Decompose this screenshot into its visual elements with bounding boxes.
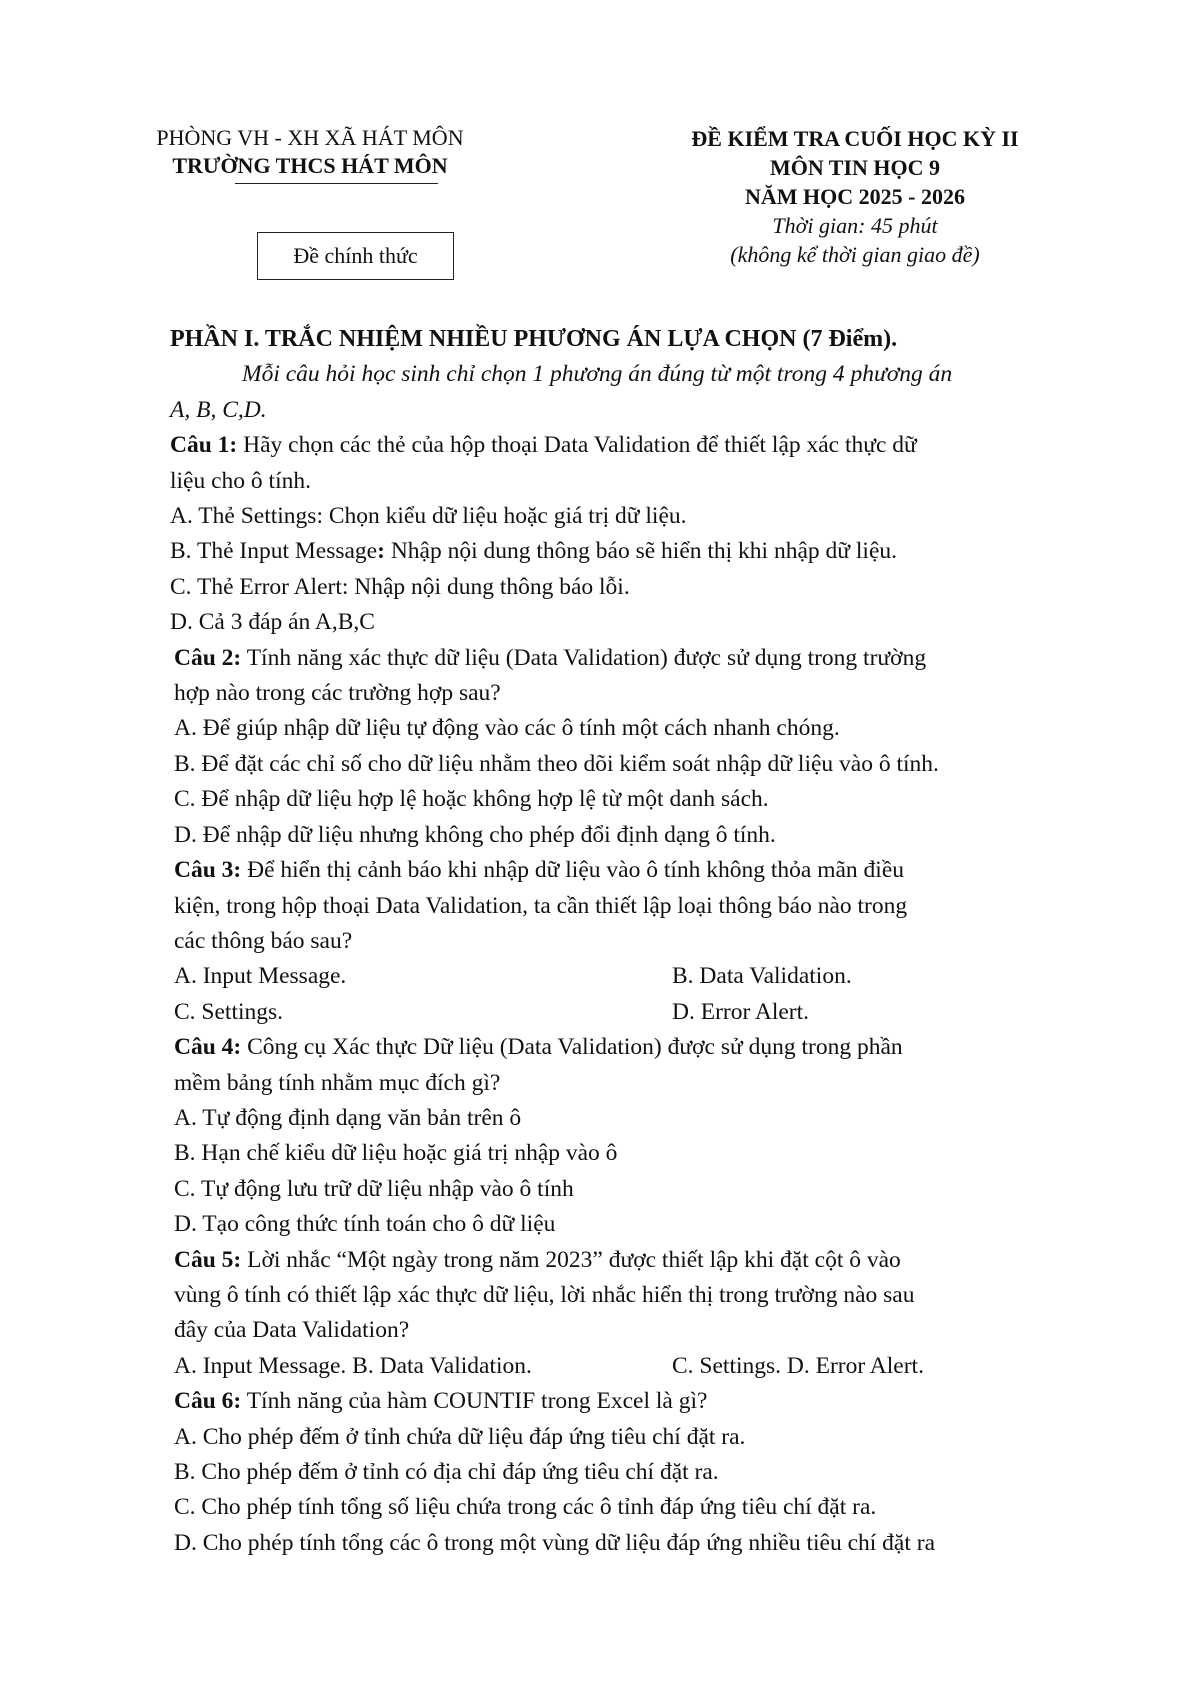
q4-option-a: A. Tự động định dạng văn bản trên ô bbox=[174, 1104, 522, 1131]
question-3-stem-cont: kiện, trong hộp thoại Data Validation, ta cần thiết lập loại thông báo nào trong bbox=[174, 892, 908, 919]
question-text: Tính năng xác thực dữ liệu (Data Validation) được sử dụng trong trường bbox=[241, 644, 927, 671]
section-instruction-line-1: Mỗi câu hỏi học sinh chỉ chọn 1 phương án đúng từ một trong 4 phương án bbox=[242, 361, 953, 388]
q3-option-c: C. Settings. bbox=[174, 998, 284, 1025]
q6-option-b: B. Cho phép đếm ở tỉnh có địa chỉ đáp ứng tiêu chí đặt ra. bbox=[174, 1459, 719, 1485]
question-text: Để hiển thị cảnh báo khi nhập dữ liệu vào ô tính không thỏa mãn điều bbox=[241, 857, 905, 884]
option-text: B. Thẻ Input Message bbox=[170, 538, 378, 565]
q4-option-b: B. Hạn chế kiểu dữ liệu hoặc giá trị nhập vào ô bbox=[174, 1140, 618, 1167]
header-right bbox=[640, 124, 1070, 269]
question-label: Câu 5: bbox=[174, 1246, 242, 1273]
school-name: TRƯỜNG THCS HÁT MÔN bbox=[172, 153, 448, 178]
q3-option-d: D. Error Alert. bbox=[672, 998, 810, 1025]
question-2-stem bbox=[170, 641, 1070, 676]
school-underline bbox=[235, 183, 438, 184]
question-label: Câu 4: bbox=[174, 1034, 242, 1061]
question-2-stem-cont: hợp nào trong các trường hợp sau? bbox=[174, 680, 501, 707]
question-3-stem-cont: các thông báo sau? bbox=[174, 927, 353, 954]
q4-option-d: D. Tạo công thức tính toán cho ô dữ liệu bbox=[174, 1211, 556, 1238]
question-label: Câu 1: bbox=[170, 432, 238, 459]
department-name: PHÒNG VH - XH XÃ HÁT MÔN bbox=[156, 125, 464, 150]
q2-option-b: B. Để đặt các chỉ số cho dữ liệu nhằm theo dõi kiểm soát nhập dữ liệu vào ô tính. bbox=[174, 750, 939, 777]
question-text: Công cụ Xác thực Dữ liệu (Data Validation) được sử dụng trong phần bbox=[241, 1034, 903, 1061]
question-4-stem-cont: mềm bảng tính nhằm mục đích gì? bbox=[174, 1069, 501, 1096]
question-6-stem bbox=[170, 1384, 1070, 1419]
q6-option-c: C. Cho phép tính tổng số liệu chứa trong các ô tỉnh đáp ứng tiêu chí đặt ra. bbox=[174, 1494, 877, 1521]
q3-options-row-1 bbox=[170, 959, 1070, 994]
question-1-stem-cont: liệu cho ô tính. bbox=[170, 467, 311, 494]
section-title: PHẦN I. TRẮC NHIỆM NHIỀU PHƯƠNG ÁN LỰA CHỌN (7 Điểm). bbox=[170, 326, 898, 352]
question-label: Câu 6: bbox=[174, 1388, 242, 1415]
q5-options-cd: C. Settings. D. Error Alert. bbox=[672, 1352, 924, 1379]
question-4-stem bbox=[170, 1030, 1070, 1065]
q1-option-d: D. Cả 3 đáp án A,B,C bbox=[170, 609, 375, 636]
q4-option-c: C. Tự động lưu trữ dữ liệu nhập vào ô tính bbox=[174, 1175, 574, 1202]
option-colon: : bbox=[377, 538, 385, 565]
exam-body bbox=[170, 322, 1070, 1561]
q3-options-row-2 bbox=[170, 995, 1070, 1030]
q6-option-a: A. Cho phép đếm ở tỉnh chứa dữ liệu đáp ứng tiêu chí đặt ra. bbox=[174, 1423, 746, 1450]
exam-title: ĐỀ KIỂM TRA CUỐI HỌC KỲ II bbox=[691, 126, 1019, 151]
q2-option-c: C. Để nhập dữ liệu hợp lệ hoặc không hợp lệ từ một danh sách. bbox=[174, 786, 769, 813]
q5-options-row bbox=[170, 1349, 1070, 1384]
header-left bbox=[130, 124, 490, 180]
official-exam-label: Đề chính thức bbox=[293, 243, 418, 268]
question-5-stem-cont: vùng ô tính có thiết lập xác thực dữ liệu, lời nhắc hiển thị trong trường nào sau bbox=[174, 1281, 915, 1308]
q1-option-c: C. Thẻ Error Alert: Nhập nội dung thông báo lỗi. bbox=[170, 573, 630, 600]
question-3-stem bbox=[170, 853, 1070, 888]
question-5-stem bbox=[170, 1243, 1070, 1278]
q2-option-d: D. Để nhập dữ liệu nhưng không cho phép đổi định dạng ô tính. bbox=[174, 821, 776, 848]
subject-name: MÔN TIN HỌC 9 bbox=[769, 155, 941, 180]
question-text: Lời nhắc “Một ngày trong năm 2023” được thiết lập khi đặt cột ô vào bbox=[241, 1246, 901, 1273]
question-text: Hãy chọn các thẻ của hộp thoại Data Validation để thiết lập xác thực dữ bbox=[237, 432, 917, 459]
q2-option-a: A. Để giúp nhập dữ liệu tự động vào các ô tính một cách nhanh chóng. bbox=[174, 715, 840, 742]
q1-option-b bbox=[170, 534, 1070, 569]
question-text: Tính năng của hàm COUNTIF trong Excel là gì? bbox=[241, 1388, 708, 1415]
official-exam-box bbox=[257, 232, 454, 280]
option-text: Nhập nội dung thông báo sẽ hiển thị khi nhập dữ liệu. bbox=[384, 538, 897, 565]
exam-time: Thời gian: 45 phút bbox=[772, 213, 938, 238]
exam-time-note: (không kể thời gian giao đề) bbox=[730, 242, 980, 267]
q3-option-b: B. Data Validation. bbox=[672, 963, 852, 990]
school-year: NĂM HỌC 2025 - 2026 bbox=[745, 184, 965, 209]
question-label: Câu 2: bbox=[174, 644, 242, 671]
q3-option-a: A. Input Message. bbox=[174, 963, 347, 990]
section-instruction-line-2: A, B, C,D. bbox=[170, 396, 267, 423]
q6-option-d: D. Cho phép tính tổng các ô trong một vùng dữ liệu đáp ứng nhiều tiêu chí đặt ra bbox=[174, 1529, 936, 1556]
question-1-stem bbox=[170, 428, 1070, 463]
q1-option-a: A. Thẻ Settings: Chọn kiểu dữ liệu hoặc giá trị dữ liệu. bbox=[170, 503, 687, 530]
question-5-stem-cont: đây của Data Validation? bbox=[174, 1317, 410, 1344]
q5-options-ab: A. Input Message. B. Data Validation. bbox=[174, 1352, 532, 1379]
question-label: Câu 3: bbox=[174, 857, 242, 884]
